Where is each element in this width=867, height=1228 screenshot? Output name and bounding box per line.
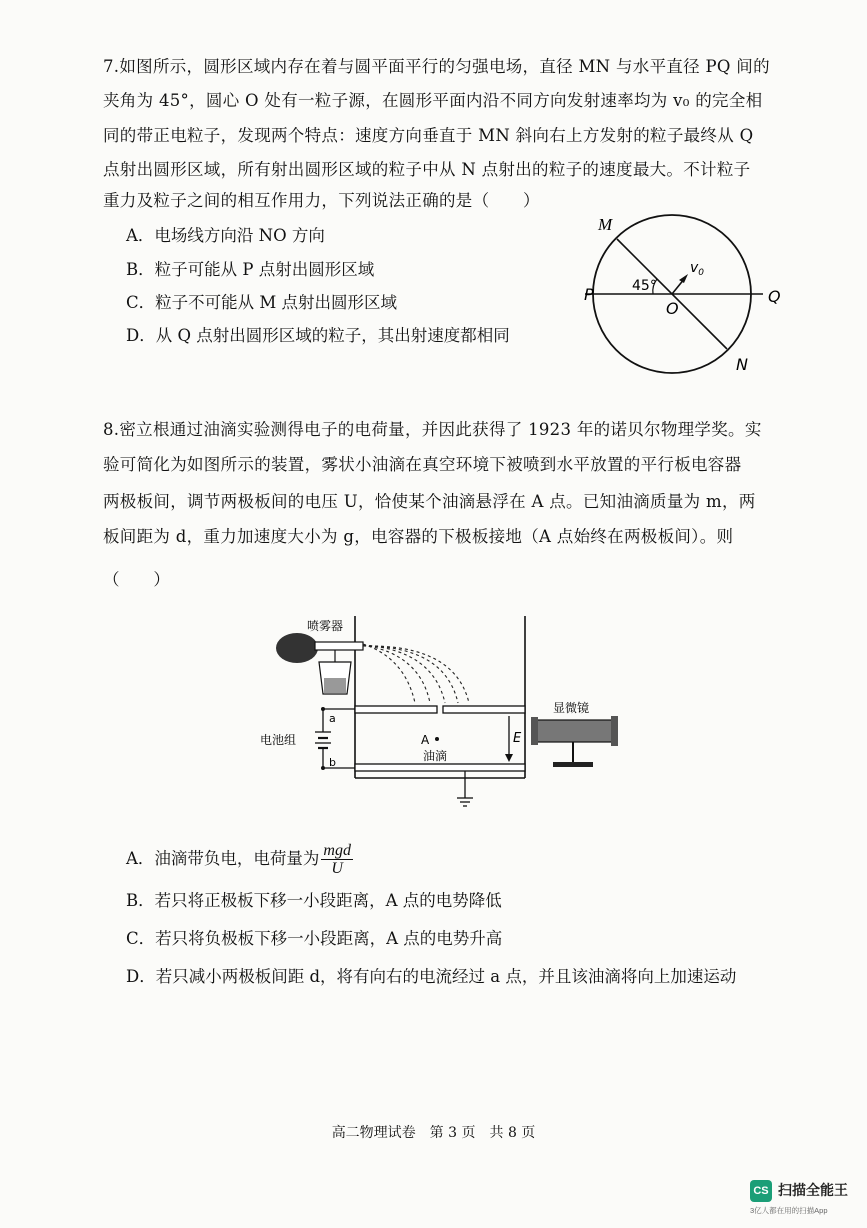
microscope-objective [611,716,618,746]
q8-option-d: D．若只减小两极板间距 d，将有向右的电流经过 a 点，并且该油滴将向上加速运动 [126,967,737,986]
wire-bottom [323,748,355,768]
q7-line-5: 重力及粒子之间的相互作用力，下列说法正确的是（ ） [103,191,540,210]
microscope-eyepiece [531,717,538,745]
spray-path-5 [363,646,469,703]
microscope-tube [537,720,612,742]
q8-millikan-apparatus [255,608,635,818]
upper-plate-left [355,706,437,713]
velocity-arrowhead [679,274,688,283]
lower-plate [355,764,525,771]
spray-path-1 [363,644,415,703]
sprayer-nozzle [315,642,363,650]
label-q: Q [768,287,781,306]
upper-plate-right [443,706,525,713]
watermark-name: 扫描全能王 [778,1182,848,1198]
q7-line-4: 点射出圆形区域，所有射出圆形区域的粒子中从 N 点射出的粒子的速度最大。不计粒子 [103,160,751,179]
label-v-sub: 0 [698,268,705,278]
label-microscope: 显微镜 [553,701,590,715]
label-oil: 油滴 [423,749,448,763]
q7-circle-figure [570,208,800,378]
q7-option-a: A．电场线方向沿 NO 方向 [126,226,325,245]
wire-top [323,709,355,732]
q7-option-b: B．粒子可能从 P 点射出圆形区域 [126,260,375,279]
label-v-main: v [690,260,699,276]
label-a: a [329,712,336,725]
node-b [321,766,325,770]
fraction-numerator: mgd [323,842,351,859]
label-sprayer: 喷雾器 [307,619,344,633]
q7-option-c: C．粒子不可能从 M 点射出圆形区域 [126,293,398,312]
q8-option-c: C．若只将负极板下移一小段距离，A 点的电势升高 [126,929,503,948]
label-n: N [736,355,748,374]
label-b: b [329,756,336,769]
page-footer: 高二物理试卷 第 3 页 共 8 页 [331,1125,536,1141]
q8-option-b: B．若只将正极板下移一小段距离，A 点的电势降低 [126,891,502,910]
q7-line-1: 7.如图所示，圆形区域内存在着与圆平面平行的匀强电场，直径 MN 与水平直径 PQ 间的 [103,57,770,76]
spray-path-4 [363,646,458,703]
spray-path-3 [363,645,445,703]
label-m: M [598,215,613,234]
q7-line-3: 同的带正电粒子，发现两个特点：速度方向垂直于 MN 斜向右上方发射的粒子最终从 Q [103,126,754,145]
sprayer-bulb [276,633,318,663]
q7-line-2: 夹角为 45°，圆心 O 处有一粒子源，在圆形平面内沿不同方向发射速率均为 v₀ 的完全相 [103,91,763,110]
fraction-denominator: U [331,860,343,877]
watermark-sub: 3亿人都在用的扫描App [750,1206,828,1215]
q8-line-4: 板间距为 d，重力加速度大小为 g，电容器的下极板接地（A 点始终在两极板间）。则 [103,527,734,546]
label-a-point: A [421,733,430,747]
label-angle: 45° [632,278,657,294]
node-a [321,707,325,711]
oil-drop [435,737,439,741]
spray-droplets [363,644,469,703]
label-o: O [666,299,679,318]
q8-option-a-text: A．油滴带负电，电荷量为 [126,849,320,868]
label-v [690,260,704,278]
camscanner-logo-icon: CS [750,1180,772,1202]
q8-option-a-fraction [321,842,353,877]
label-battery: 电池组 [260,733,297,747]
q8-option-a [126,840,353,878]
label-e: E [513,731,522,746]
field-arrowhead [505,754,513,762]
label-p: P [584,285,594,304]
sprayer-liquid [324,678,346,693]
microscope-base [553,762,593,767]
q8-line-2: 验可简化为如图所示的装置，雾状小油滴在真空环境下被喷到水平放置的平行板电容器 [103,455,742,474]
q8-line-1: 8.密立根通过油滴实验测得电子的电荷量，并因此获得了 1923 年的诺贝尔物理学奖。实 [103,420,762,439]
spray-path-2 [363,645,430,703]
q8-line-5: （ ） [103,570,171,589]
q8-line-3: 两极板间，调节两极板间的电压 U，恰使某个油滴悬浮在 A 点。已知油滴质量为 m，两 [103,492,756,511]
q7-option-d: D．从 Q 点射出圆形区域的粒子，其出射速度都相同 [126,326,510,345]
